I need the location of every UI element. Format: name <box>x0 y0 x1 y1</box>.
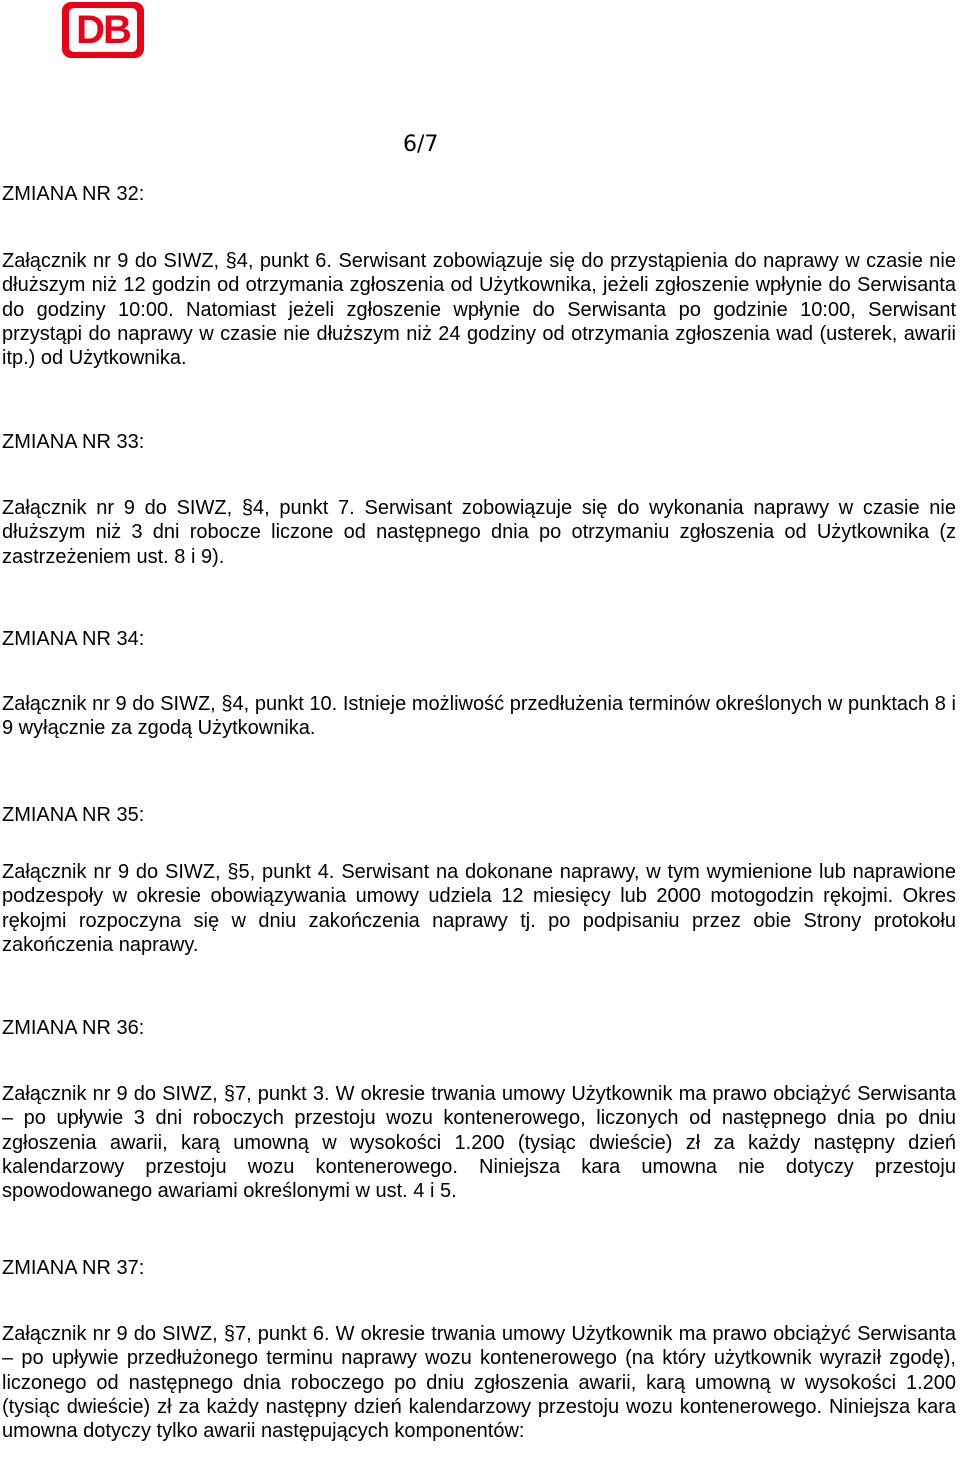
section-heading-37: ZMIANA NR 37: <box>2 1257 145 1279</box>
db-logo-mark: DB <box>69 8 137 52</box>
db-logo <box>62 2 144 58</box>
section-body-32: Załącznik nr 9 do SIWZ, §4, punkt 6. Serwisant zobowiązuje się do przystąpienia do naprawy w czasie nie dłuższym niż 12 godzin od otrzymania zgłoszenia od Użytkownika, jeżeli zgłoszenie wpłynie do Serwisanta do godziny 10:00. Natomiast jeżeli zgłoszenie wpłynie do Serwisanta po godzinie 10:00, Serwisant przystąpi do naprawy w czasie nie dłuższym niż 24 godziny od otrzymania zgłoszenia wad (usterek, awarii itp.) od Użytkownika. <box>2 250 956 370</box>
section-heading-35: ZMIANA NR 35: <box>2 804 145 826</box>
section-heading-34: ZMIANA NR 34: <box>2 628 145 650</box>
section-heading-33: ZMIANA NR 33: <box>2 431 145 453</box>
section-body-37: Załącznik nr 9 do SIWZ, §7, punkt 6. W okresie trwania umowy Użytkownik ma prawo obciążyć Serwisanta – po upływie przedłużonego terminu naprawy wozu kontenerowego (na który użytkownik wyraził zgodę), liczonego od następnego dnia roboczego po dniu zgłoszenia awarii, karą umowną w wysokości 1.200 (tysiąc dwieście) zł za każdy następny dzień kalendarzowy przestoju wozu kontenerowego. Niniejsza kara umowna dotyczy tylko awarii następujących komponentów: <box>2 1323 956 1443</box>
section-body-34: Załącznik nr 9 do SIWZ, §4, punkt 10. Istnieje możliwość przedłużenia terminów określonych w punktach 8 i 9 wyłącznie za zgodą Użytkownika. <box>2 693 956 740</box>
section-body-33: Załącznik nr 9 do SIWZ, §4, punkt 7. Serwisant zobowiązuje się do wykonania naprawy w czasie nie dłuższym niż 3 dni robocze liczone od następnego dnia po otrzymaniu zgłoszenia od Użytkownika (z zastrzeżeniem ust. 8 i 9). <box>2 497 956 568</box>
page-number: 6/7 <box>403 132 439 157</box>
section-body-36: Załącznik nr 9 do SIWZ, §7, punkt 3. W okresie trwania umowy Użytkownik ma prawo obciążyć Serwisanta – po upływie 3 dni roboczych przestoju wozu kontenerowego, liczonych od następnego dnia po dniu zgłoszenia awarii, karą umowną w wysokości 1.200 (tysiąc dwieście) zł za każdy następny dzień kalendarzowy przestoju wozu kontenerowego. Niniejsza kara umowna nie dotyczy przestoju spowodowanego awariami określonymi w ust. 4 i 5. <box>2 1083 956 1203</box>
section-heading-32: ZMIANA NR 32: <box>2 183 145 205</box>
section-body-35: Załącznik nr 9 do SIWZ, §5, punkt 4. Serwisant na dokonane naprawy, w tym wymienione lub naprawione podzespoły w okresie obowiązywania umowy udziela 12 miesięcy lub 2000 motogodzin rękojmi. Okres rękojmi rozpoczyna się w dniu zakończenia naprawy tj. po podpisaniu przez obie Strony protokołu zakończenia naprawy. <box>2 861 956 956</box>
section-heading-36: ZMIANA NR 36: <box>2 1017 145 1039</box>
